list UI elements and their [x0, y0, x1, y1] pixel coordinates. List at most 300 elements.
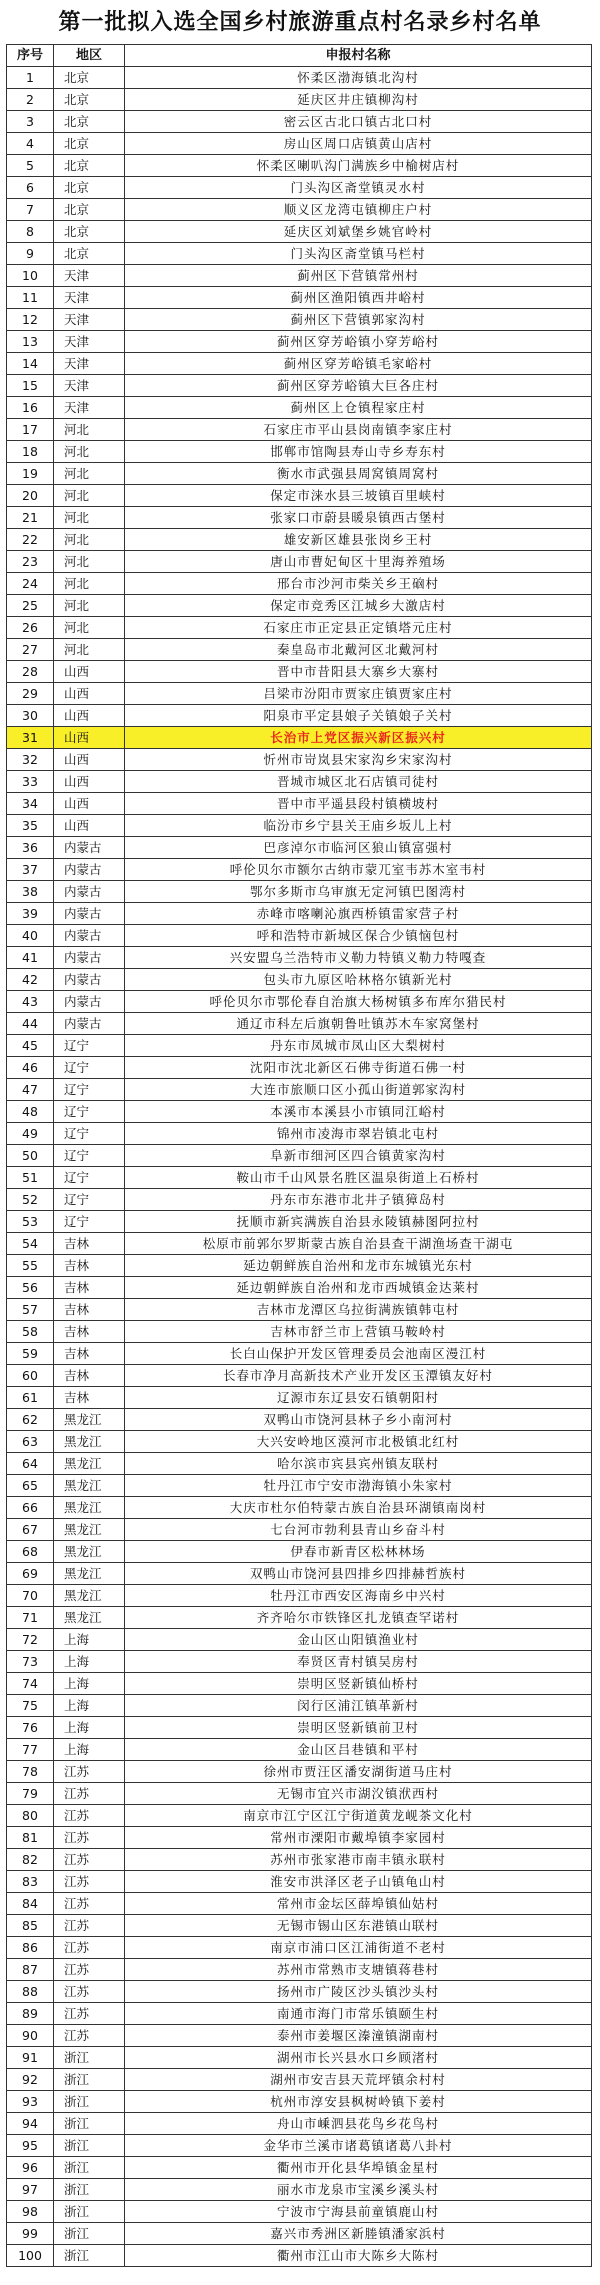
row-village-name: 奉贤区青村镇吴房村	[125, 1651, 592, 1673]
row-number: 36	[7, 837, 54, 859]
row-village-name: 唐山市曹妃甸区十里海养殖场	[125, 551, 592, 573]
row-number: 63	[7, 1431, 54, 1453]
row-number: 14	[7, 353, 54, 375]
table-row	[7, 903, 592, 925]
row-number: 69	[7, 1563, 54, 1585]
table-row	[7, 507, 592, 529]
row-region: 山西	[54, 749, 125, 771]
table-row	[7, 1233, 592, 1255]
table-row	[7, 1145, 592, 1167]
row-village-name: 房山区周口店镇黄山店村	[125, 133, 592, 155]
table-row	[7, 1849, 592, 1871]
table-row	[7, 793, 592, 815]
row-number: 34	[7, 793, 54, 815]
row-region: 河北	[54, 463, 125, 485]
row-village-name: 七台河市勃利县青山乡奋斗村	[125, 1519, 592, 1541]
row-region: 山西	[54, 793, 125, 815]
table-row	[7, 309, 592, 331]
row-number: 86	[7, 1937, 54, 1959]
table-row	[7, 837, 592, 859]
table-row	[7, 287, 592, 309]
row-number: 73	[7, 1651, 54, 1673]
row-village-name: 顺义区龙湾屯镇柳庄户村	[125, 199, 592, 221]
row-village-name: 张家口市蔚县暖泉镇西古堡村	[125, 507, 592, 529]
table-row	[7, 2157, 592, 2179]
row-number: 68	[7, 1541, 54, 1563]
row-number: 48	[7, 1101, 54, 1123]
row-village-name: 怀柔区喇叭沟门满族乡中榆树店村	[125, 155, 592, 177]
row-number: 32	[7, 749, 54, 771]
table-row	[7, 265, 592, 287]
row-region: 河北	[54, 419, 125, 441]
table-row	[7, 2245, 592, 2267]
row-village-name: 兴安盟乌兰浩特市义勒力特镇义勒力特嘎查	[125, 947, 592, 969]
row-village-name: 石家庄市正定县正定镇塔元庄村	[125, 617, 592, 639]
row-number: 12	[7, 309, 54, 331]
row-region: 天津	[54, 397, 125, 419]
row-region: 辽宁	[54, 1189, 125, 1211]
row-region: 上海	[54, 1739, 125, 1761]
row-number: 23	[7, 551, 54, 573]
row-number: 76	[7, 1717, 54, 1739]
table-row	[7, 1827, 592, 1849]
row-village-name: 蓟州区上仓镇程家庄村	[125, 397, 592, 419]
header-name: 申报村名称	[125, 45, 592, 67]
row-region: 北京	[54, 89, 125, 111]
table-row	[7, 815, 592, 837]
row-region: 黑龙江	[54, 1563, 125, 1585]
row-village-name: 吕梁市汾阳市贾家庄镇贾家庄村	[125, 683, 592, 705]
row-number: 6	[7, 177, 54, 199]
table-row	[7, 1805, 592, 1827]
row-village-name: 丹东市凤城市凤山区大梨树村	[125, 1035, 592, 1057]
row-region: 内蒙古	[54, 903, 125, 925]
row-number: 88	[7, 1981, 54, 2003]
row-region: 辽宁	[54, 1035, 125, 1057]
row-village-name: 大兴安岭地区漠河市北极镇北红村	[125, 1431, 592, 1453]
row-number: 13	[7, 331, 54, 353]
table-row	[7, 749, 592, 771]
row-number: 75	[7, 1695, 54, 1717]
row-number: 89	[7, 2003, 54, 2025]
row-number: 56	[7, 1277, 54, 1299]
row-region: 山西	[54, 705, 125, 727]
table-row	[7, 1893, 592, 1915]
row-village-name: 杭州市淳安县枫树岭镇下姜村	[125, 2091, 592, 2113]
row-village-name: 丹东市东港市北井子镇獐岛村	[125, 1189, 592, 1211]
row-village-name: 徐州市贾汪区潘安湖街道马庄村	[125, 1761, 592, 1783]
table-body	[7, 67, 592, 2267]
row-region: 河北	[54, 551, 125, 573]
row-region: 内蒙古	[54, 859, 125, 881]
row-number: 20	[7, 485, 54, 507]
table-row	[7, 683, 592, 705]
row-region: 黑龙江	[54, 1585, 125, 1607]
row-region: 浙江	[54, 2113, 125, 2135]
table-row	[7, 1277, 592, 1299]
row-village-name: 蓟州区穿芳峪镇毛家峪村	[125, 353, 592, 375]
table-row	[7, 111, 592, 133]
table-row	[7, 1717, 592, 1739]
row-region: 上海	[54, 1629, 125, 1651]
row-village-name: 秦皇岛市北戴河区北戴河村	[125, 639, 592, 661]
row-village-name: 长治市上党区振兴新区振兴村	[125, 727, 592, 749]
table-row	[7, 397, 592, 419]
row-region: 天津	[54, 375, 125, 397]
row-region: 吉林	[54, 1277, 125, 1299]
row-village-name: 嘉兴市秀洲区新塍镇潘家浜村	[125, 2223, 592, 2245]
row-village-name: 大庆市杜尔伯特蒙古族自治县环湖镇南岗村	[125, 1497, 592, 1519]
table-row	[7, 1739, 592, 1761]
row-village-name: 湖州市安吉县天荒坪镇余村村	[125, 2069, 592, 2091]
row-village-name: 长白山保护开发区管理委员会池南区漫江村	[125, 1343, 592, 1365]
row-number: 50	[7, 1145, 54, 1167]
row-number: 77	[7, 1739, 54, 1761]
row-number: 30	[7, 705, 54, 727]
row-number: 87	[7, 1959, 54, 1981]
row-village-name: 晋中市平遥县段村镇横坡村	[125, 793, 592, 815]
table-row	[7, 1211, 592, 1233]
row-village-name: 南京市江宁区江宁街道黄龙岘茶文化村	[125, 1805, 592, 1827]
row-village-name: 延边朝鲜族自治州和龙市东城镇光东村	[125, 1255, 592, 1277]
row-number: 17	[7, 419, 54, 441]
row-village-name: 蓟州区渔阳镇西井峪村	[125, 287, 592, 309]
row-region: 江苏	[54, 1783, 125, 1805]
row-number: 95	[7, 2135, 54, 2157]
row-village-name: 苏州市常熟市支塘镇蒋巷村	[125, 1959, 592, 1981]
row-region: 内蒙古	[54, 837, 125, 859]
row-village-name: 闵行区浦江镇革新村	[125, 1695, 592, 1717]
row-number: 60	[7, 1365, 54, 1387]
row-village-name: 崇明区竖新镇前卫村	[125, 1717, 592, 1739]
row-number: 81	[7, 1827, 54, 1849]
table-row	[7, 991, 592, 1013]
row-village-name: 本溪市本溪县小市镇同江峪村	[125, 1101, 592, 1123]
row-village-name: 衡水市武强县周窝镇周窝村	[125, 463, 592, 485]
row-village-name: 延边朝鲜族自治州和龙市西城镇金达莱村	[125, 1277, 592, 1299]
table-row	[7, 1189, 592, 1211]
row-region: 江苏	[54, 2025, 125, 2047]
row-number: 54	[7, 1233, 54, 1255]
table-row	[7, 1585, 592, 1607]
row-village-name: 双鸭山市饶河县四排乡四排赫哲族村	[125, 1563, 592, 1585]
row-village-name: 邯郸市馆陶县寿山寺乡寿东村	[125, 441, 592, 463]
row-number: 29	[7, 683, 54, 705]
row-region: 河北	[54, 595, 125, 617]
row-number: 41	[7, 947, 54, 969]
row-region: 辽宁	[54, 1145, 125, 1167]
row-region: 黑龙江	[54, 1607, 125, 1629]
row-village-name: 牡丹江市宁安市渤海镇小朱家村	[125, 1475, 592, 1497]
table-row	[7, 1871, 592, 1893]
row-number: 42	[7, 969, 54, 991]
row-region: 江苏	[54, 1827, 125, 1849]
row-number: 16	[7, 397, 54, 419]
row-number: 18	[7, 441, 54, 463]
row-village-name: 晋城市城区北石店镇司徒村	[125, 771, 592, 793]
row-region: 北京	[54, 155, 125, 177]
row-number: 100	[7, 2245, 54, 2267]
row-village-name: 晋中市昔阳县大寨乡大寨村	[125, 661, 592, 683]
table-row	[7, 1937, 592, 1959]
row-region: 辽宁	[54, 1101, 125, 1123]
row-number: 66	[7, 1497, 54, 1519]
table-row	[7, 1013, 592, 1035]
row-village-name: 松原市前郭尔罗斯蒙古族自治县查干湖渔场查干湖屯	[125, 1233, 592, 1255]
row-region: 河北	[54, 441, 125, 463]
row-region: 上海	[54, 1695, 125, 1717]
table-row	[7, 1079, 592, 1101]
row-village-name: 密云区古北口镇古北口村	[125, 111, 592, 133]
table-row	[7, 1431, 592, 1453]
row-number: 70	[7, 1585, 54, 1607]
table-row	[7, 463, 592, 485]
row-region: 北京	[54, 111, 125, 133]
row-region: 山西	[54, 683, 125, 705]
row-number: 37	[7, 859, 54, 881]
table-row	[7, 1299, 592, 1321]
row-number: 27	[7, 639, 54, 661]
row-region: 山西	[54, 771, 125, 793]
row-region: 吉林	[54, 1365, 125, 1387]
row-region: 吉林	[54, 1343, 125, 1365]
table-row	[7, 2003, 592, 2025]
row-number: 45	[7, 1035, 54, 1057]
row-number: 9	[7, 243, 54, 265]
table-row	[7, 419, 592, 441]
row-village-name: 呼伦贝尔市额尔古纳市蒙兀室韦苏木室韦村	[125, 859, 592, 881]
row-village-name: 哈尔滨市宾县宾州镇友联村	[125, 1453, 592, 1475]
row-village-name: 锦州市凌海市翠岩镇北屯村	[125, 1123, 592, 1145]
table-row	[7, 617, 592, 639]
table-row	[7, 1541, 592, 1563]
row-village-name: 石家庄市平山县岗南镇李家庄村	[125, 419, 592, 441]
row-number: 79	[7, 1783, 54, 1805]
row-region: 内蒙古	[54, 991, 125, 1013]
row-village-name: 淮安市洪泽区老子山镇龟山村	[125, 1871, 592, 1893]
row-region: 天津	[54, 331, 125, 353]
table-row	[7, 2069, 592, 2091]
row-number: 84	[7, 1893, 54, 1915]
row-region: 江苏	[54, 1849, 125, 1871]
row-number: 94	[7, 2113, 54, 2135]
row-village-name: 鞍山市千山风景名胜区温泉街道上石桥村	[125, 1167, 592, 1189]
table-row	[7, 1651, 592, 1673]
row-village-name: 扬州市广陵区沙头镇沙头村	[125, 1981, 592, 2003]
row-number: 78	[7, 1761, 54, 1783]
row-number: 39	[7, 903, 54, 925]
page-title: 第一批拟入选全国乡村旅游重点村名录乡村名单	[58, 9, 542, 35]
row-village-name: 蓟州区穿芳峪镇大巨各庄村	[125, 375, 592, 397]
table-row	[7, 2025, 592, 2047]
row-region: 江苏	[54, 1937, 125, 1959]
table-row	[7, 1387, 592, 1409]
row-region: 黑龙江	[54, 1519, 125, 1541]
row-region: 浙江	[54, 2223, 125, 2245]
table-row	[7, 2047, 592, 2069]
table-row	[7, 1475, 592, 1497]
table-row	[7, 441, 592, 463]
row-village-name: 保定市涞水县三坡镇百里峡村	[125, 485, 592, 507]
row-number: 99	[7, 2223, 54, 2245]
table-row	[7, 1981, 592, 2003]
table-row	[7, 2179, 592, 2201]
row-village-name: 沈阳市沈北新区石佛寺街道石佛一村	[125, 1057, 592, 1079]
row-village-name: 常州市溧阳市戴埠镇李家园村	[125, 1827, 592, 1849]
table-row	[7, 2113, 592, 2135]
row-number: 74	[7, 1673, 54, 1695]
row-number: 11	[7, 287, 54, 309]
row-region: 天津	[54, 287, 125, 309]
table-row	[7, 1057, 592, 1079]
row-village-name: 崇明区竖新镇仙桥村	[125, 1673, 592, 1695]
table-row	[7, 925, 592, 947]
row-region: 北京	[54, 221, 125, 243]
row-region: 江苏	[54, 1981, 125, 2003]
row-number: 53	[7, 1211, 54, 1233]
table-row	[7, 2091, 592, 2113]
table-row	[7, 1673, 592, 1695]
header-num: 序号	[7, 45, 54, 67]
row-region: 江苏	[54, 1915, 125, 1937]
table-row	[7, 1167, 592, 1189]
row-region: 吉林	[54, 1321, 125, 1343]
row-village-name: 苏州市张家港市南丰镇永联村	[125, 1849, 592, 1871]
row-village-name: 无锡市锡山区东港镇山联村	[125, 1915, 592, 1937]
row-number: 83	[7, 1871, 54, 1893]
row-village-name: 伊春市新青区松林林场	[125, 1541, 592, 1563]
row-village-name: 鄂尔多斯市乌审旗无定河镇巴图湾村	[125, 881, 592, 903]
row-number: 40	[7, 925, 54, 947]
row-region: 天津	[54, 265, 125, 287]
row-number: 64	[7, 1453, 54, 1475]
row-village-name: 常州市金坛区薛埠镇仙姑村	[125, 1893, 592, 1915]
table-row	[7, 1409, 592, 1431]
table-row	[7, 969, 592, 991]
table-row	[7, 551, 592, 573]
row-number: 21	[7, 507, 54, 529]
table-row	[7, 1365, 592, 1387]
table-row	[7, 1123, 592, 1145]
row-village-name: 金山区吕巷镇和平村	[125, 1739, 592, 1761]
row-region: 山西	[54, 661, 125, 683]
row-village-name: 宁波市宁海县前童镇鹿山村	[125, 2201, 592, 2223]
row-number: 51	[7, 1167, 54, 1189]
table-row	[7, 177, 592, 199]
table-row	[7, 1607, 592, 1629]
row-region: 江苏	[54, 1959, 125, 1981]
table-row	[7, 89, 592, 111]
row-village-name: 延庆区刘斌堡乡姚官岭村	[125, 221, 592, 243]
row-region: 黑龙江	[54, 1497, 125, 1519]
row-number: 92	[7, 2069, 54, 2091]
row-village-name: 抚顺市新宾满族自治县永陵镇赫图阿拉村	[125, 1211, 592, 1233]
row-region: 吉林	[54, 1255, 125, 1277]
row-village-name: 包头市九原区哈林格尔镇新光村	[125, 969, 592, 991]
row-village-name: 延庆区井庄镇柳沟村	[125, 89, 592, 111]
table-row	[7, 947, 592, 969]
row-number: 57	[7, 1299, 54, 1321]
table-row	[7, 1101, 592, 1123]
table-row	[7, 1255, 592, 1277]
row-region: 江苏	[54, 1805, 125, 1827]
row-region: 山西	[54, 815, 125, 837]
table-row	[7, 881, 592, 903]
row-village-name: 忻州市岢岚县宋家沟乡宋家沟村	[125, 749, 592, 771]
table-row	[7, 375, 592, 397]
row-number: 65	[7, 1475, 54, 1497]
table-row	[7, 243, 592, 265]
row-region: 江苏	[54, 1871, 125, 1893]
table-row	[7, 133, 592, 155]
row-village-name: 赤峰市喀喇沁旗西桥镇雷家营子村	[125, 903, 592, 925]
row-number: 61	[7, 1387, 54, 1409]
row-region: 黑龙江	[54, 1431, 125, 1453]
table-row	[7, 67, 592, 89]
row-number: 90	[7, 2025, 54, 2047]
row-region: 浙江	[54, 2047, 125, 2069]
table-row	[7, 771, 592, 793]
row-village-name: 怀柔区渤海镇北沟村	[125, 67, 592, 89]
table-row	[7, 199, 592, 221]
row-village-name: 辽源市东辽县安石镇朝阳村	[125, 1387, 592, 1409]
row-region: 河北	[54, 617, 125, 639]
row-village-name: 无锡市宜兴市湖㳇镇洑西村	[125, 1783, 592, 1805]
row-number: 24	[7, 573, 54, 595]
row-region: 辽宁	[54, 1167, 125, 1189]
row-number: 58	[7, 1321, 54, 1343]
row-number: 82	[7, 1849, 54, 1871]
row-village-name: 吉林市舒兰市上营镇马鞍岭村	[125, 1321, 592, 1343]
row-region: 北京	[54, 133, 125, 155]
row-village-name: 门头沟区斋堂镇马栏村	[125, 243, 592, 265]
table-row	[7, 485, 592, 507]
table-row	[7, 595, 592, 617]
table-row	[7, 2201, 592, 2223]
table-row	[7, 1035, 592, 1057]
row-village-name: 临汾市乡宁县关王庙乡坂儿上村	[125, 815, 592, 837]
row-number: 25	[7, 595, 54, 617]
row-region: 河北	[54, 507, 125, 529]
table-row	[7, 2135, 592, 2157]
table-row	[7, 1915, 592, 1937]
row-number: 19	[7, 463, 54, 485]
row-village-name: 金华市兰溪市诸葛镇诸葛八卦村	[125, 2135, 592, 2157]
row-village-name: 舟山市嵊泗县花鸟乡花鸟村	[125, 2113, 592, 2135]
row-village-name: 长春市净月高新技术产业开发区玉潭镇友好村	[125, 1365, 592, 1387]
row-number: 28	[7, 661, 54, 683]
row-region: 浙江	[54, 2135, 125, 2157]
row-number: 3	[7, 111, 54, 133]
row-number: 96	[7, 2157, 54, 2179]
row-region: 辽宁	[54, 1079, 125, 1101]
row-region: 河北	[54, 529, 125, 551]
row-region: 江苏	[54, 2003, 125, 2025]
row-number: 5	[7, 155, 54, 177]
row-region: 河北	[54, 485, 125, 507]
row-number: 55	[7, 1255, 54, 1277]
row-region: 上海	[54, 1717, 125, 1739]
row-number: 22	[7, 529, 54, 551]
row-number: 80	[7, 1805, 54, 1827]
table-row	[7, 859, 592, 881]
row-village-name: 吉林市龙潭区乌拉街满族镇韩屯村	[125, 1299, 592, 1321]
table-header-row	[7, 45, 592, 67]
row-region: 河北	[54, 639, 125, 661]
row-number: 31	[7, 727, 54, 749]
row-region: 辽宁	[54, 1057, 125, 1079]
row-region: 辽宁	[54, 1211, 125, 1233]
